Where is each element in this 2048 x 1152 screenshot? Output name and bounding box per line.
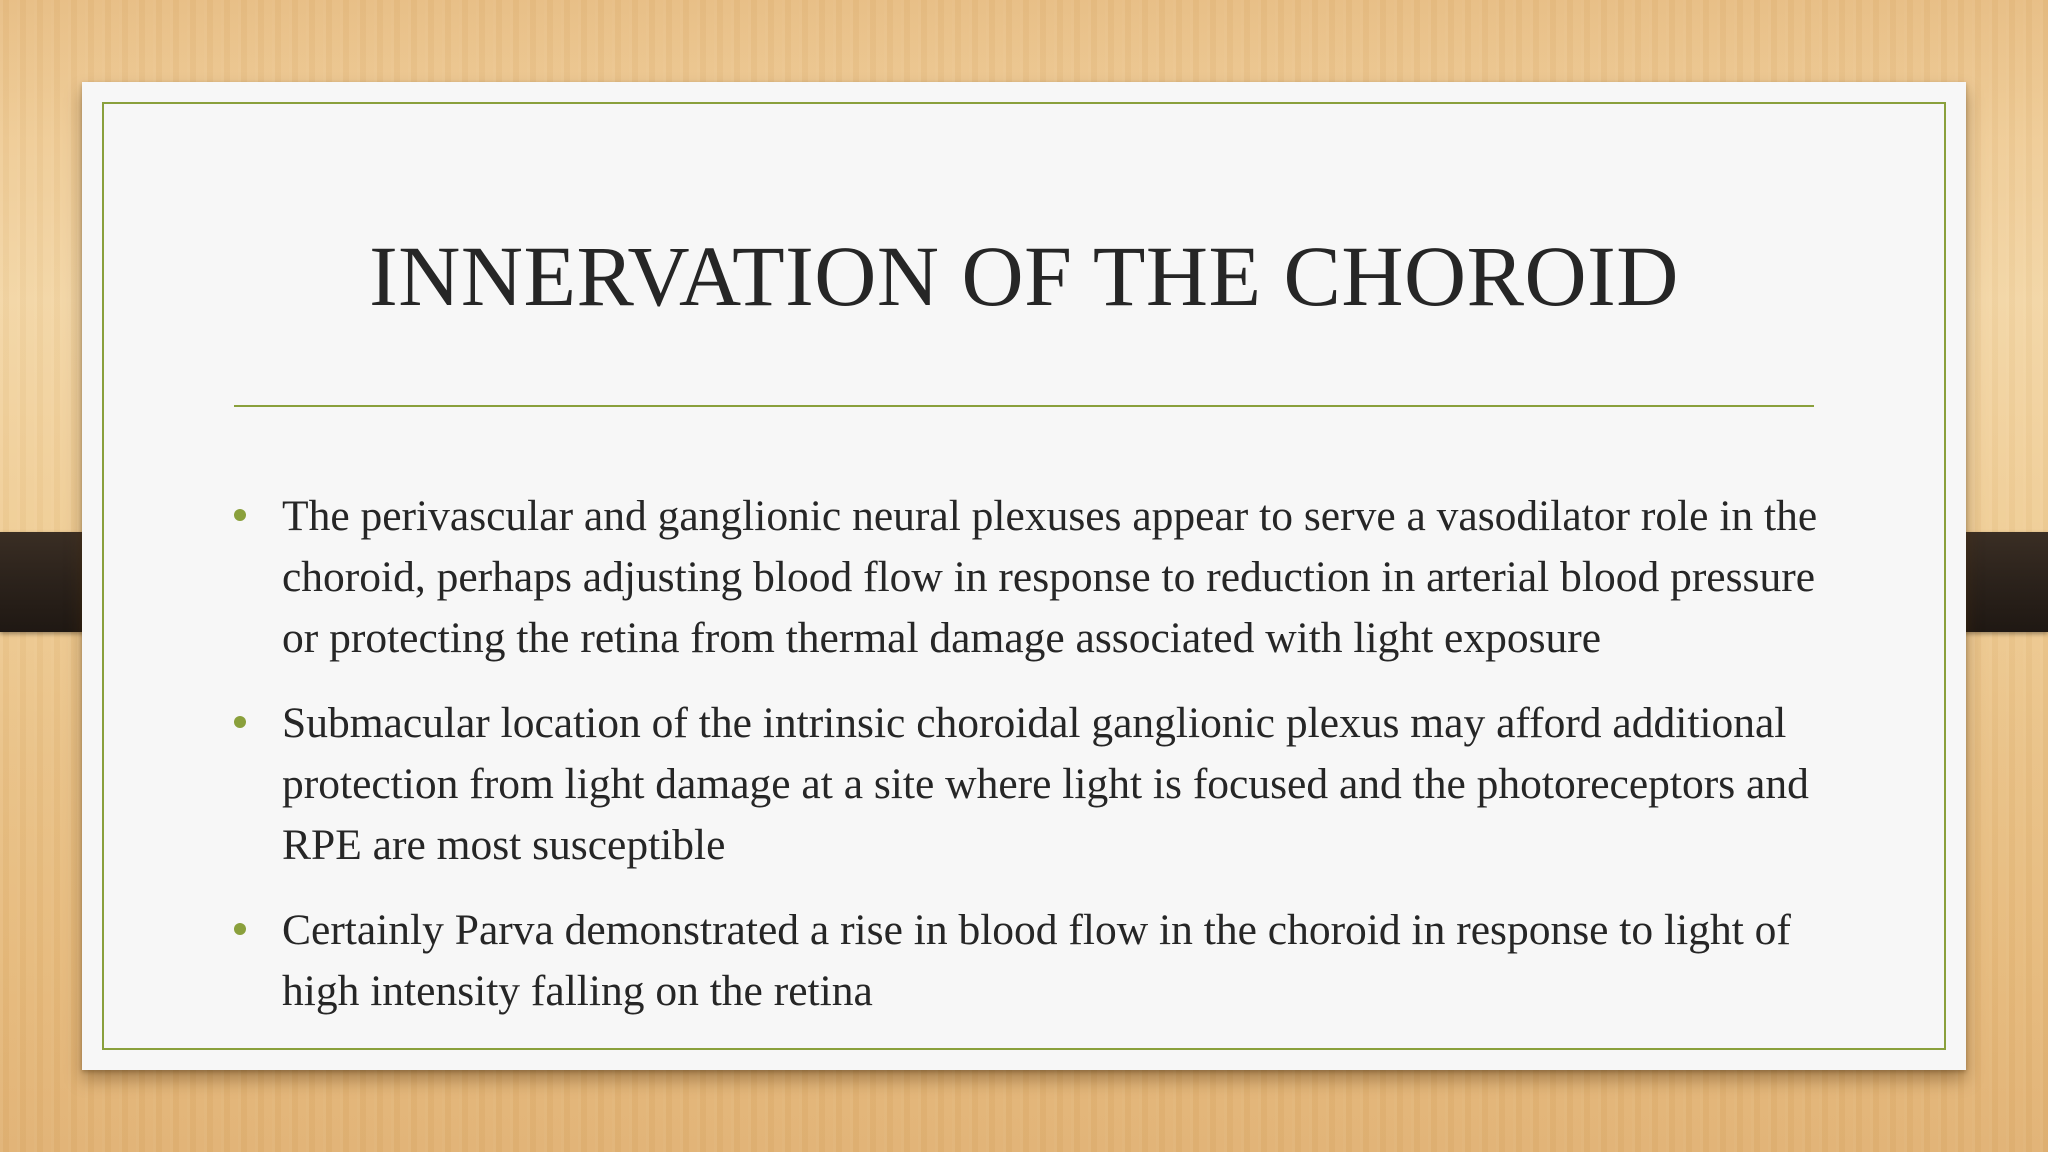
bullet-text: Submacular location of the intrinsic choroidal ganglionic plexus may afford additional protection from light damage at a site where light is focused and the photoreceptors and RPE are most susceptible: [282, 699, 1809, 869]
bullet-text: Certainly Parva demonstrated a rise in blood flow in the choroid in response to light of high intensity falling on the retina: [282, 906, 1791, 1015]
slide-card: [82, 82, 1966, 1070]
slide-title: INNERVATION OF THE CHOROID: [369, 228, 1679, 324]
bullet-item: [234, 900, 1824, 1022]
bullet-list: [234, 486, 1824, 1046]
title-divider: [234, 405, 1814, 407]
bullet-dot-icon: [234, 716, 246, 728]
bullet-text: The perivascular and ganglionic neural plexuses appear to serve a vasodilator role in the choroid, perhaps adjusting blood flow in response to reduction in arterial blood pressure or protecting the retina from thermal damage associated with light exposure: [282, 492, 1818, 662]
bullet-item: [234, 693, 1824, 876]
bullet-dot-icon: [234, 923, 246, 935]
bullet-dot-icon: [234, 509, 246, 521]
bullet-item: [234, 486, 1824, 669]
